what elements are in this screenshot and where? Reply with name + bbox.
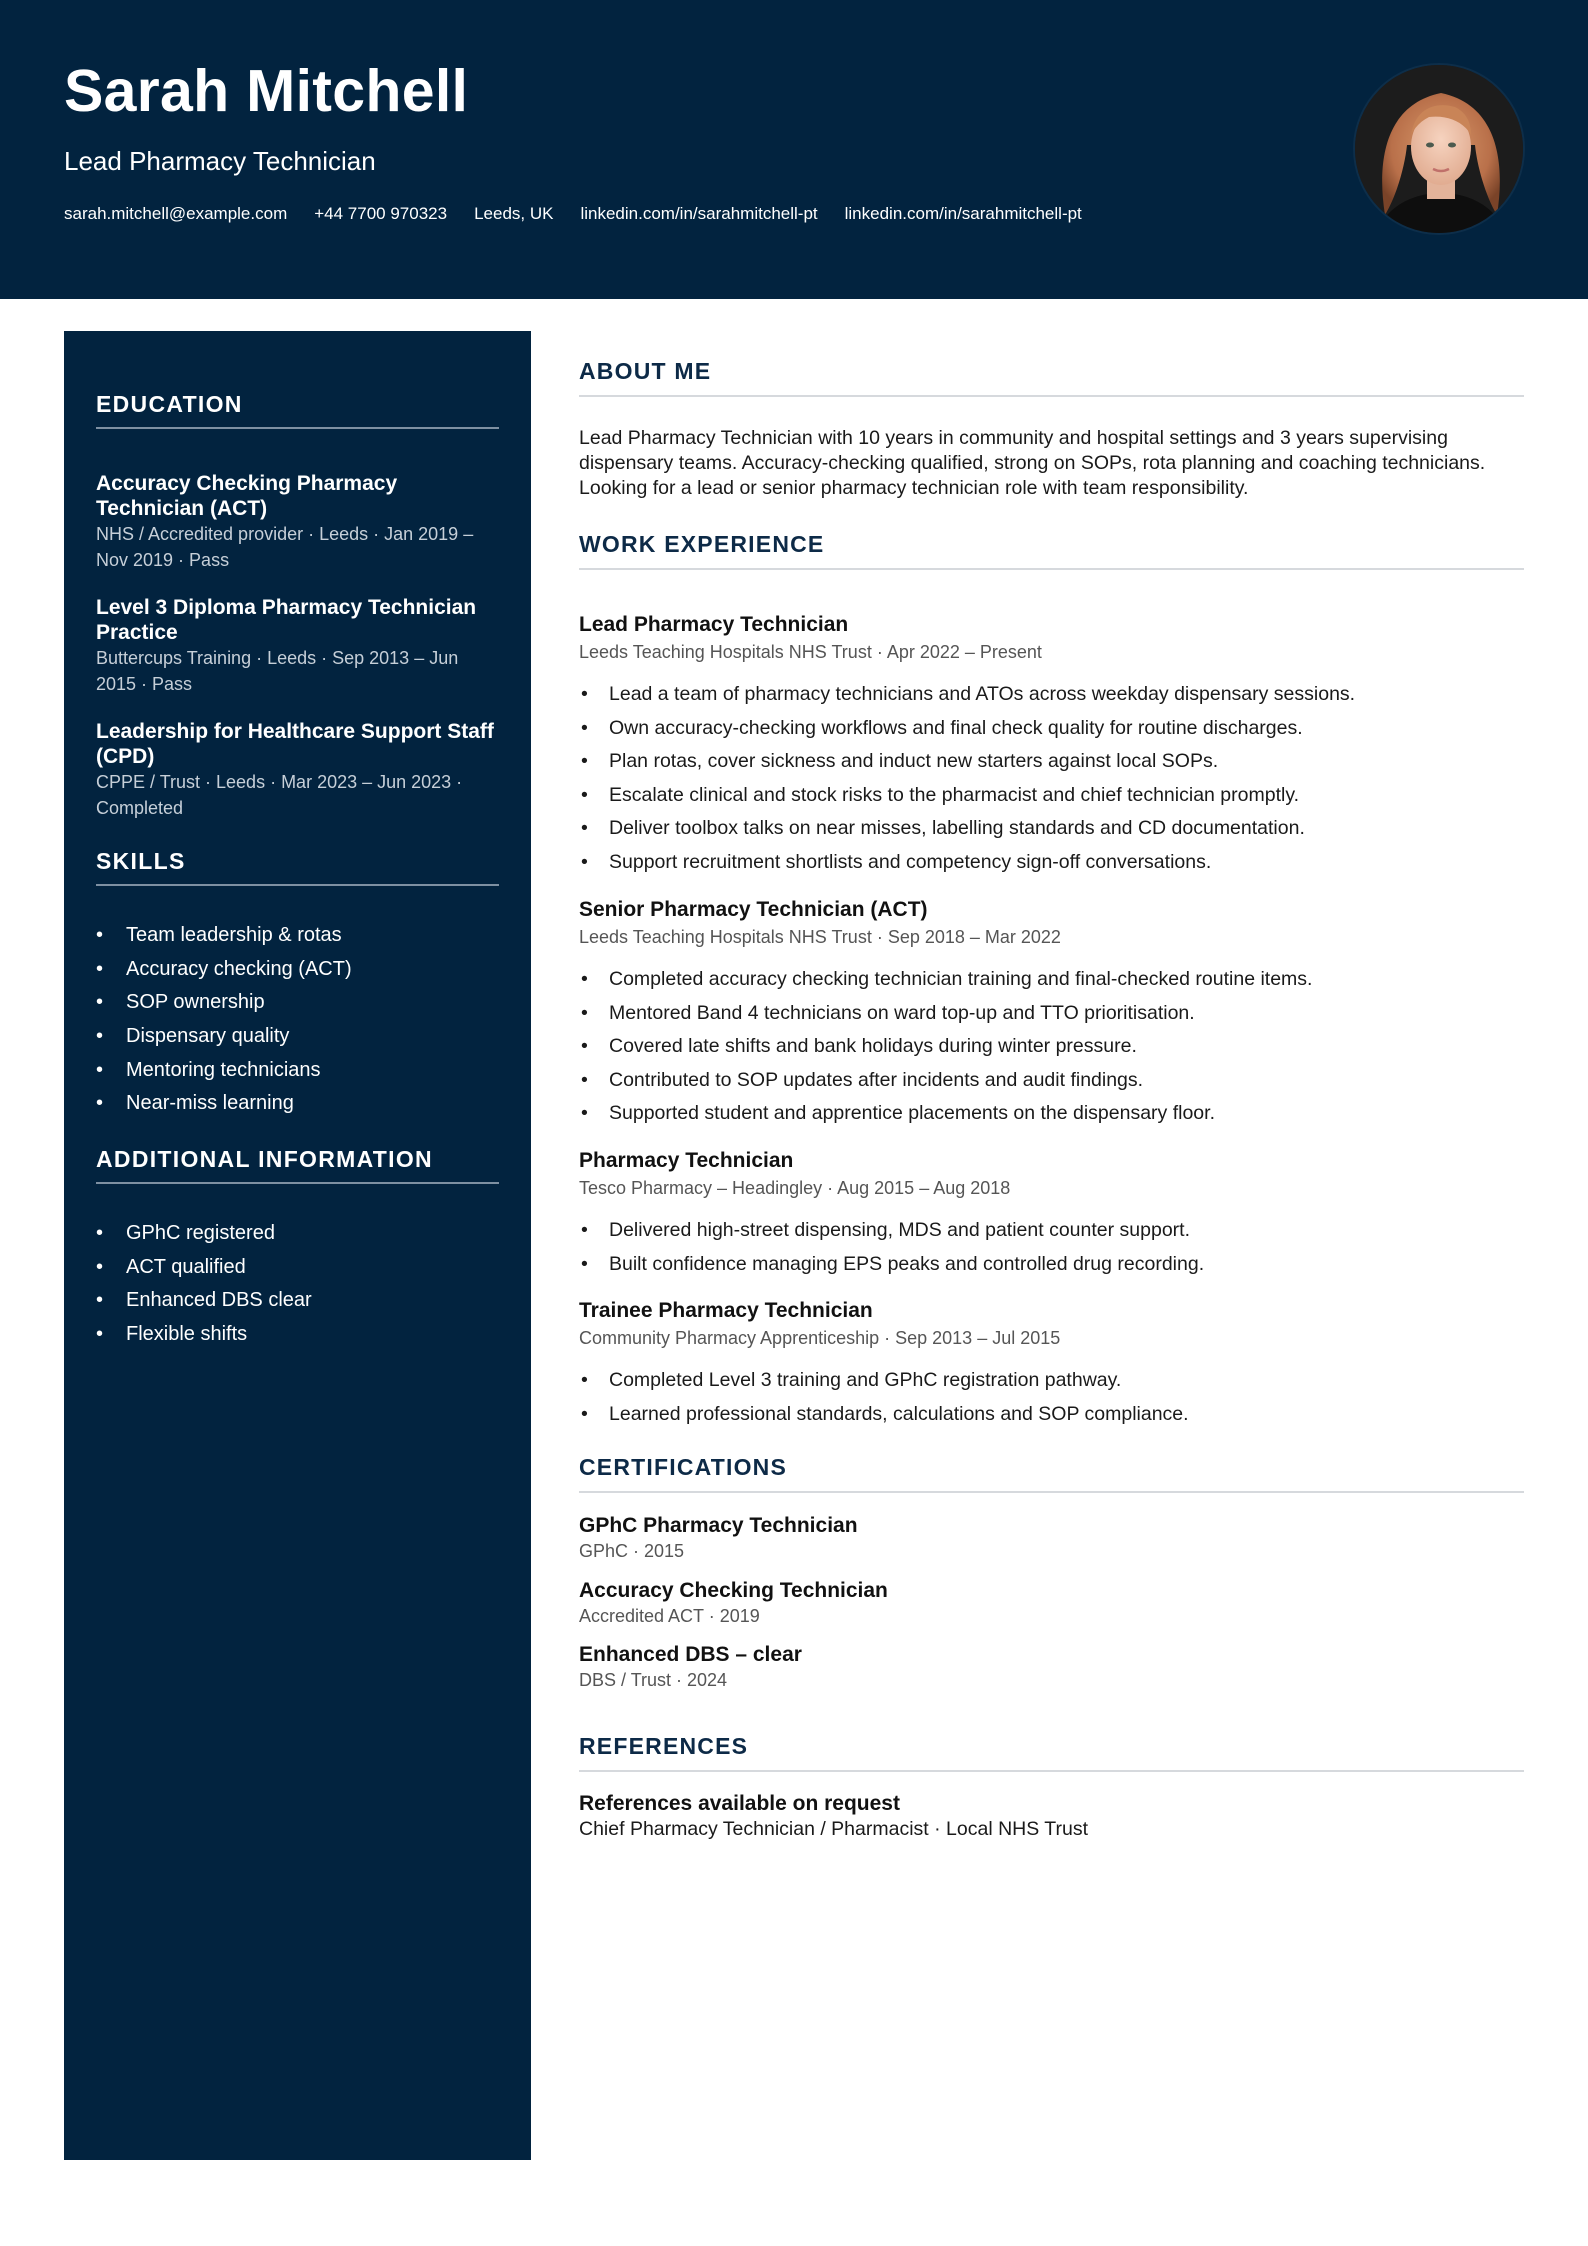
additional-info-item: • ACT qualified [96,1257,499,1291]
job-bullet: • Contributed to SOP updates after incidents and audit findings. [579,1071,1524,1105]
resume-header [0,0,1588,299]
job-bullet: • Supported student and apprentice placements on the dispensary floor. [579,1104,1524,1138]
candidate-title: Lead Pharmacy Technician [64,146,376,176]
job-entry [579,1300,1524,1438]
certification-title: GPhC Pharmacy Technician [579,1514,858,1537]
job-bullet: • Mentored Band 4 technicians on ward top-up and TTO prioritisation. [579,1004,1524,1038]
certifications-divider [579,1491,1524,1493]
certification-meta: Accredited ACT · 2019 [579,1606,760,1626]
skill-item: • Near-miss learning [96,1093,499,1127]
job-bullet: • Delivered high-street dispensing, MDS and patient counter support. [579,1221,1524,1255]
job-entry [579,614,1524,887]
certification-meta: GPhC · 2015 [579,1541,685,1561]
contact-linkedin[interactable]: linkedin.com/in/sarahmitchell-pt [580,204,818,223]
job-entry [579,1150,1524,1288]
job-title: Pharmacy Technician [579,1149,794,1172]
education-item [96,471,499,573]
job-title: Senior Pharmacy Technician (ACT) [579,898,928,921]
about-divider [579,395,1524,397]
job-bullet: • Learned professional standards, calculations and SOP compliance. [579,1405,1524,1439]
job-bullet: • Covered late shifts and bank holidays during winter pressure. [579,1037,1524,1071]
additional-info-item: • Flexible shifts [96,1324,499,1358]
education-title: Accuracy Checking Pharmacy Technician (ACT) [96,472,398,520]
education-item [96,595,499,697]
contact-location: Leeds, UK [474,204,554,223]
job-meta: Tesco Pharmacy – Headingley · Aug 2015 – Aug 2018 [579,1178,1011,1198]
certifications-heading: CERTIFICATIONS [579,1454,788,1480]
job-bullet: • Lead a team of pharmacy technicians and ATOs across weekday dispensary sessions. [579,685,1524,719]
job-bullet: • Plan rotas, cover sickness and induct new starters against local SOPs. [579,752,1524,786]
job-meta: Leeds Teaching Hospitals NHS Trust · Sep 2018 – Mar 2022 [579,927,1061,947]
education-divider [96,427,499,429]
additional-info-divider [96,1182,499,1184]
certification-title: Accuracy Checking Technician [579,1579,888,1602]
job-bullet: • Completed Level 3 training and GPhC registration pathway. [579,1371,1524,1405]
additional-info-item: • Enhanced DBS clear [96,1290,499,1324]
references-heading: REFERENCES [579,1733,749,1759]
certification-item [579,1515,1524,1560]
contact-row [64,205,1082,222]
skills-divider [96,884,499,886]
education-item [96,719,499,821]
job-bullets [579,685,1524,887]
profile-photo-illustration [1355,65,1525,235]
job-title: Lead Pharmacy Technician [579,613,849,636]
candidate-name: Sarah Mitchell [64,58,469,124]
sidebar [64,331,531,2160]
additional-info-list [96,1223,499,1358]
education-meta: Buttercups Training · Leeds · Sep 2013 – Jun 2015 · Pass [96,648,459,694]
skill-item: • Accuracy checking (ACT) [96,959,499,993]
job-bullet: • Support recruitment shortlists and competency sign-off conversations. [579,853,1524,887]
skill-item: • Team leadership & rotas [96,925,499,959]
certification-title: Enhanced DBS – clear [579,1643,802,1666]
education-heading: EDUCATION [96,391,243,417]
education-title: Level 3 Diploma Pharmacy Technician Practice [96,596,477,644]
references-meta: Chief Pharmacy Technician / Pharmacist · Local NHS Trust [579,1818,1088,1840]
job-meta: Community Pharmacy Apprenticeship · Sep 2013 – Jul 2015 [579,1328,1061,1348]
about-heading: ABOUT ME [579,358,712,384]
contact-email[interactable]: sarah.mitchell@example.com [64,204,288,223]
experience-divider [579,568,1524,570]
skills-heading: SKILLS [96,848,186,874]
skill-item: • Mentoring technicians [96,1060,499,1094]
job-bullet: • Own accuracy-checking workflows and final check quality for routine discharges. [579,719,1524,753]
job-bullet: • Deliver toolbox talks on near misses, labelling standards and CD documentation. [579,819,1524,853]
additional-info-item: • GPhC registered [96,1223,499,1257]
contact-linkedin-secondary[interactable]: linkedin.com/in/sarahmitchell-pt [844,204,1082,223]
experience-heading: WORK EXPERIENCE [579,531,825,557]
certification-meta: DBS / Trust · 2024 [579,1670,728,1690]
references-entry [579,1793,1524,1840]
job-entry [579,899,1524,1138]
education-meta: NHS / Accredited provider · Leeds · Jan 2019 – Nov 2019 · Pass [96,524,474,570]
job-bullets [579,1371,1524,1438]
job-meta: Leeds Teaching Hospitals NHS Trust · Apr 2022 – Present [579,642,1042,662]
skill-item: • Dispensary quality [96,1026,499,1060]
certification-item [579,1644,1524,1689]
profile-photo [1353,63,1525,235]
references-divider [579,1770,1524,1772]
job-title: Trainee Pharmacy Technician [579,1299,873,1322]
job-bullets [579,1221,1524,1288]
contact-phone[interactable]: +44 7700 970323 [314,204,448,223]
references-title: References available on request [579,1792,900,1815]
job-bullets [579,970,1524,1138]
education-title: Leadership for Healthcare Support Staff (CPD) [96,720,494,768]
job-bullet: • Built confidence managing EPS peaks and controlled drug recording. [579,1255,1524,1289]
additional-info-heading: ADDITIONAL INFORMATION [96,1146,433,1172]
job-bullet: • Escalate clinical and stock risks to the pharmacist and chief technician promptly. [579,786,1524,820]
job-bullet: • Completed accuracy checking technician training and final-checked routine items. [579,970,1524,1004]
education-meta: CPPE / Trust · Leeds · Mar 2023 – Jun 2023 · Completed [96,772,463,818]
skills-list [96,925,499,1127]
about-text: Lead Pharmacy Technician with 10 years in community and hospital settings and 3 years supervising dispensary teams. Accuracy-checking qualified, strong on SOPs, rota planning and coaching technicians. Looking for a lead or senior pharmacy technician role with team responsibility. [579,427,1486,499]
certification-item [579,1580,1524,1625]
skill-item: • SOP ownership [96,992,499,1026]
